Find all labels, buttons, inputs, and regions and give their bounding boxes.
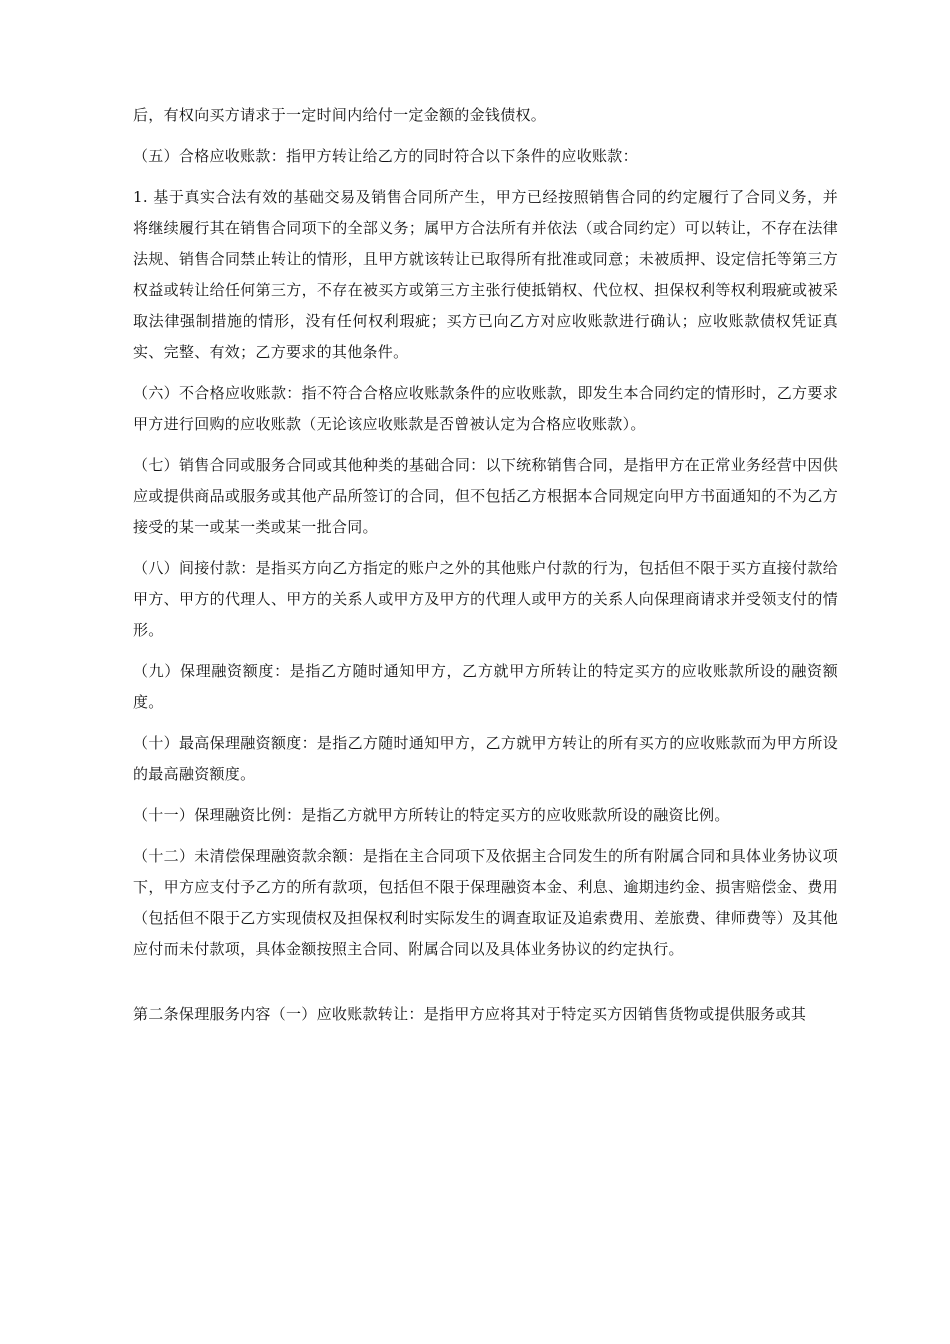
paragraph-unqualified-receivables: （六）不合格应收账款：指不符合合格应收账款条件的应收账款，即发生本合同约定的情形时，乙方要求甲方进行回购的应收账款（无论该应收账款是否曾被认定为合格应收账款）。 [133, 384, 838, 433]
paragraph-outstanding-balance: （十二）未清偿保理融资款余额：是指在主合同项下及依据主合同发生的所有附属合同和具体业务协议项下，甲方应支付予乙方的所有款项，包括但不限于保理融资本金、利息、逾期违约金、损害赔偿金、费用（包括但不限于乙方实现债权及担保权利时实际发生的调查取证及追索费用、差旅费、律师费等）及其他应付而未付款项，具体金额按照主合同、附属合同以及具体业务协议的约定执行。 [133, 847, 838, 958]
paragraph-article-two: 第二条保理服务内容（一）应收账款转让：是指甲方应将其对于特定买方因销售货物或提供服务或其 [133, 1005, 807, 1023]
paragraph-indirect-payment: （八）间接付款：是指买方向乙方指定的账户之外的其他账户付款的行为，包括但不限于买方直接付款给甲方、甲方的代理人、甲方的关系人或甲方及甲方的代理人或甲方的关系人向保理商请求并受领支付的情形。 [133, 559, 838, 639]
document-page [133, 100, 838, 1040]
paragraph-qualified-receivables: （五）合格应收账款：指甲方转让给乙方的同时符合以下条件的应收账款： [133, 147, 638, 165]
paragraph-financing-ratio: （十一）保理融资比例：是指乙方就甲方所转让的特定买方的应收账款所设的融资比例。 [133, 806, 730, 824]
paragraph-financing-limit: （九）保理融资额度：是指乙方随时通知甲方，乙方就甲方所转让的特定买方的应收账款所设的融资额度。 [133, 662, 838, 711]
paragraph-sales-contract: （七）销售合同或服务合同或其他种类的基础合同：以下统称销售合同，是指甲方在正常业务经营中因供应或提供商品或服务或其他产品所签订的合同，但不包括乙方根据本合同规定向甲方书面通知的不为乙方接受的某一或某一类或某一批合同。 [133, 456, 838, 536]
paragraph-max-financing-limit: （十）最高保理融资额度：是指乙方随时通知甲方，乙方就甲方转让的所有买方的应收账款而为甲方所设的最高融资额度。 [133, 734, 838, 783]
paragraph-qualified-conditions: 1. 基于真实合法有效的基础交易及销售合同所产生，甲方已经按照销售合同的约定履行了合同义务，并将继续履行其在销售合同项下的全部义务；属甲方合法所有并依法（或合同约定）可以转让，不存在法律法规、销售合同禁止转让的情形，且甲方就该转让已取得所有批准或同意；未被质押、设定信托等第三方权益或转让给任何第三方，不存在被买方或第三方主张行使抵销权、代位权、担保权利等权利瑕疵或被采取法律强制措施的情形，没有任何权利瑕疵；买方已向乙方对应收账款进行确认；应收账款债权凭证真实、完整、有效；乙方要求的其他条件。 [133, 188, 838, 361]
paragraph-continuation: 后，有权向买方请求于一定时间内给付一定金额的金钱债权。 [133, 106, 547, 124]
